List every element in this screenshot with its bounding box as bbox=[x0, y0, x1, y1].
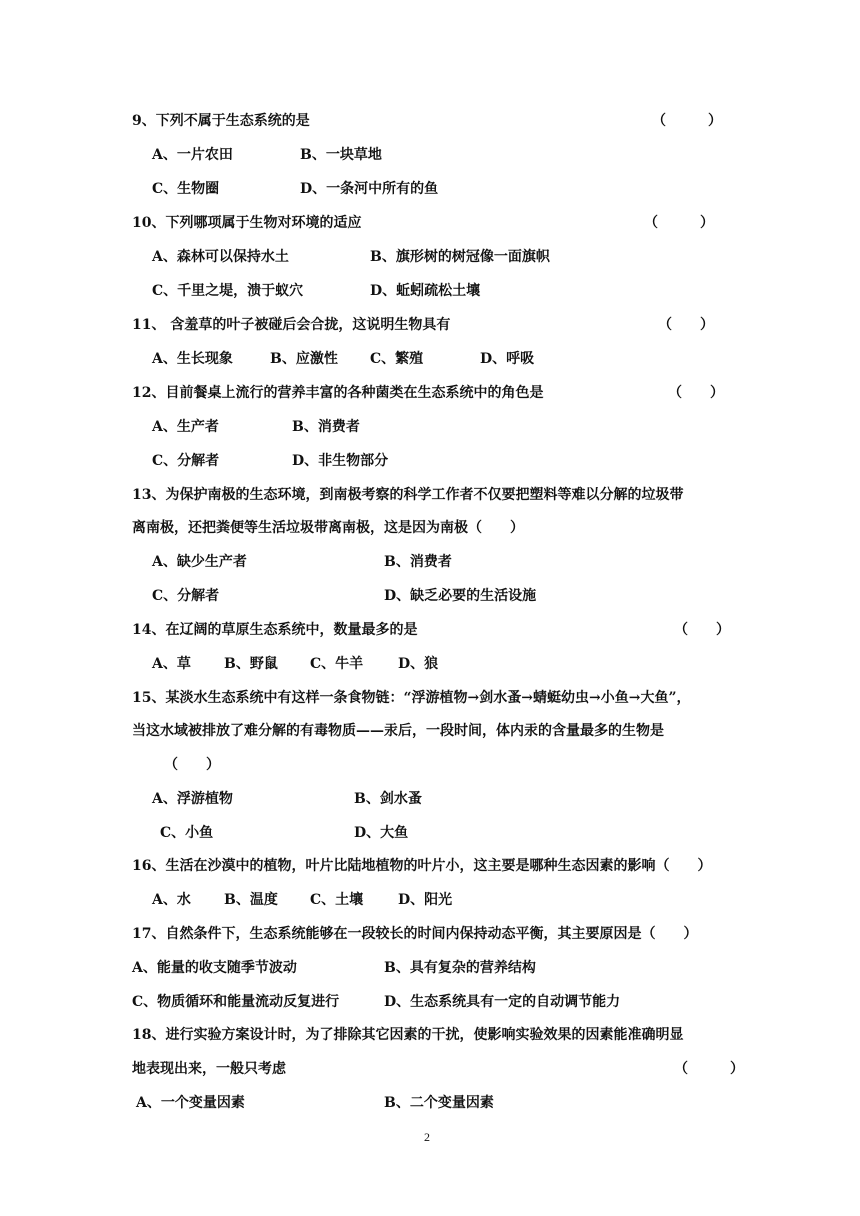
question-12-option-d: D、非生物部分 bbox=[292, 453, 389, 469]
page-number: 2 bbox=[424, 1130, 430, 1144]
question-18-option-b: B、二个变量因素 bbox=[384, 1095, 494, 1111]
question-15-option-d: D、大鱼 bbox=[354, 825, 409, 841]
question-10-option-a: A、森林可以保持水土 bbox=[152, 249, 289, 265]
question-15-stem-line-1: 15、某淡水生态系统中有这样一条食物链：“浮游植物→剑水蚤→蜻蜓幼虫→小鱼→大鱼”， bbox=[132, 690, 691, 706]
question-13-option-b: B、消费者 bbox=[384, 554, 452, 570]
question-15-option-a: A、浮游植物 bbox=[152, 791, 233, 807]
question-18-option-a: A、一个变量因素 bbox=[136, 1095, 245, 1111]
question-10-answer-blank: （ ） bbox=[644, 215, 714, 231]
question-15-option-b: B、剑水蚤 bbox=[354, 791, 422, 807]
question-13-option-d: D、缺乏必要的生活设施 bbox=[384, 588, 537, 604]
question-12-option-a: A、生产者 bbox=[152, 419, 219, 435]
question-10-stem: 10、下列哪项属于生物对环境的适应 bbox=[132, 215, 362, 231]
question-15-option-c: C、小鱼 bbox=[160, 825, 214, 841]
question-18-stem-line-2: 地表现出来，一般只考虑 bbox=[132, 1061, 286, 1077]
question-15-answer-blank: （ ） bbox=[164, 757, 220, 773]
question-16-option-a: A、水 bbox=[152, 892, 191, 908]
question-11-option-c: C、繁殖 bbox=[370, 351, 424, 367]
question-12-answer-blank: （ ） bbox=[668, 385, 724, 401]
question-14-option-c: C、牛羊 bbox=[310, 656, 364, 672]
question-16-option-b: B、温度 bbox=[224, 892, 278, 908]
question-17-option-d: D、生态系统具有一定的自动调节能力 bbox=[384, 994, 621, 1010]
question-13-option-c: C、分解者 bbox=[152, 588, 220, 604]
question-17-stem: 17、自然条件下，生态系统能够在一段较长的时间内保持动态平衡，其主要原因是（ ） bbox=[132, 926, 698, 942]
question-9-option-b: B、一块草地 bbox=[300, 147, 382, 163]
question-17-option-c: C、物质循环和能量流动反复进行 bbox=[132, 994, 340, 1010]
question-14-option-a: A、草 bbox=[152, 656, 191, 672]
question-9-option-c: C、生物圈 bbox=[152, 181, 220, 197]
question-9-stem: 9、下列不属于生态系统的是 bbox=[132, 113, 310, 129]
question-11-stem: 11、 含羞草的叶子被碰后会合拢，这说明生物具有 bbox=[132, 317, 451, 333]
question-12-stem: 12、目前餐桌上流行的营养丰富的各种菌类在生态系统中的角色是 bbox=[132, 385, 544, 401]
question-13-stem-line-1: 13、为保护南极的生态环境，到南极考察的科学工作者不仅要把塑料等难以分解的垃圾带 bbox=[132, 487, 684, 503]
question-13-option-a: A、缺少生产者 bbox=[152, 554, 247, 570]
question-10-option-d: D、蚯蚓疏松土壤 bbox=[370, 283, 481, 299]
question-18-stem-line-1: 18、进行实验方案设计时，为了排除其它因素的干扰，使影响实验效果的因素能准确明显 bbox=[132, 1027, 684, 1043]
question-9-option-d: D、一条河中所有的鱼 bbox=[300, 181, 439, 197]
question-17-option-b: B、具有复杂的营养结构 bbox=[384, 960, 536, 976]
question-12-option-c: C、分解者 bbox=[152, 453, 220, 469]
question-16-option-c: C、土壤 bbox=[310, 892, 364, 908]
question-9-answer-blank: （ ） bbox=[652, 113, 722, 129]
question-14-option-b: B、野鼠 bbox=[224, 656, 278, 672]
question-10-option-b: B、旗形树的树冠像一面旗帜 bbox=[370, 249, 550, 265]
question-16-stem: 16、生活在沙漠中的植物，叶片比陆地植物的叶片小，这主要是哪种生态因素的影响（ ） bbox=[132, 858, 712, 874]
question-12-option-b: B、消费者 bbox=[292, 419, 360, 435]
question-14-answer-blank: （ ） bbox=[674, 622, 730, 638]
question-11-option-a: A、生长现象 bbox=[152, 351, 233, 367]
question-9-option-a: A、一片农田 bbox=[152, 147, 233, 163]
question-11-option-d: D、呼吸 bbox=[480, 351, 535, 367]
question-14-option-d: D、狼 bbox=[398, 656, 439, 672]
question-14-stem: 14、在辽阔的草原生态系统中，数量最多的是 bbox=[132, 622, 418, 638]
question-15-stem-line-2: 当这水域被排放了难分解的有毒物质——汞后，一段时间，体内汞的含量最多的生物是 bbox=[132, 723, 664, 739]
question-11-answer-blank: （ ） bbox=[658, 317, 714, 333]
question-17-option-a: A、能量的收支随季节波动 bbox=[132, 960, 297, 976]
question-18-answer-blank: （ ） bbox=[674, 1061, 744, 1077]
question-16-option-d: D、阳光 bbox=[398, 892, 453, 908]
question-11-option-b: B、应激性 bbox=[270, 351, 338, 367]
question-13-stem-line-2: 离南极，还把粪便等生活垃圾带离南极，这是因为南极（ ） bbox=[132, 520, 524, 536]
question-10-option-c: C、千里之堤，溃于蚁穴 bbox=[152, 283, 304, 299]
